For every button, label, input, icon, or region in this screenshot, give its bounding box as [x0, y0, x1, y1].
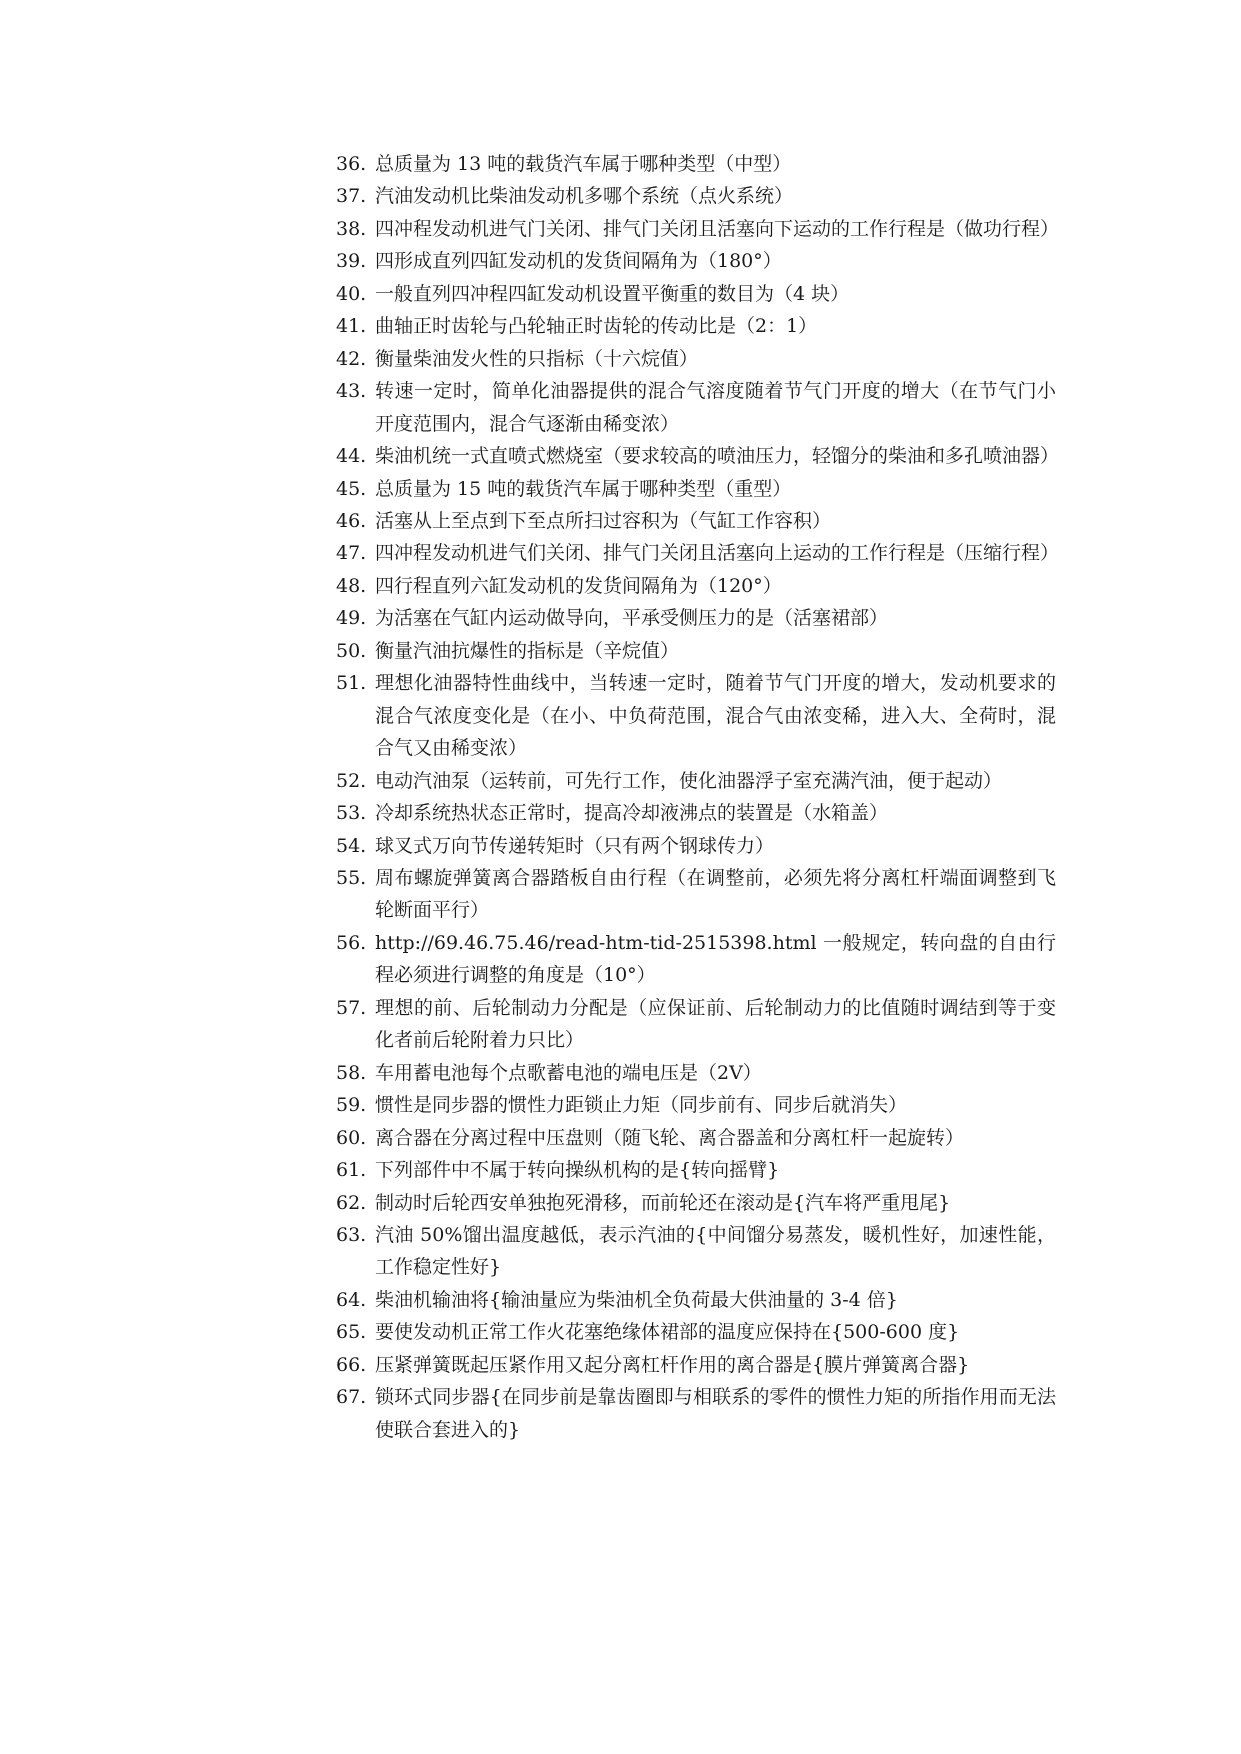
list-item — [336, 1089, 1056, 1121]
item-number: 67. — [336, 1386, 367, 1409]
item-text: 车用蓄电池每个点歌蓄电池的端电压是（2V） — [375, 1061, 762, 1084]
item-text: 总质量为 15 吨的载货汽车属于哪种类型（重型） — [375, 477, 792, 500]
list-item — [336, 537, 1060, 569]
item-number: 46. — [336, 509, 367, 532]
list-item — [336, 862, 1056, 927]
item-number: 36. — [336, 153, 367, 175]
list-item — [336, 245, 1056, 277]
item-text: 理想的前、后轮制动力分配是（应保证前、后轮制动力的比值随时调结到等于变化者前后轮附着力只比） — [375, 996, 1056, 1052]
item-text: 四冲程发动机进气门关闭、排气门关闭且活塞向下运动的工作行程是（做功行程） — [375, 217, 1060, 240]
item-number: 65. — [336, 1321, 367, 1344]
item-number: 63. — [336, 1223, 367, 1246]
list-item — [336, 148, 1056, 180]
list-item — [336, 667, 1056, 764]
item-text: 下列部件中不属于转向操纵机构的是{转向摇臂} — [375, 1159, 780, 1182]
item-number: 64. — [336, 1288, 367, 1311]
item-number: 61. — [336, 1159, 367, 1182]
item-number: 53. — [336, 802, 367, 825]
item-text: 总质量为 13 吨的载货汽车属于哪种类型（中型） — [375, 153, 792, 175]
item-number: 57. — [336, 996, 367, 1019]
item-text: 汽油 50%馏出温度越低，表示汽油的{中间馏分易蒸发，暖机性好，加速性能，工作稳定性好} — [375, 1223, 1056, 1279]
item-number: 40. — [336, 282, 367, 305]
list-item — [336, 473, 1056, 505]
list-item — [336, 830, 1056, 862]
item-text: 电动汽油泵（运转前，可先行工作，使化油器浮子室充满汽油，便于起动） — [375, 769, 1003, 792]
item-text: 离合器在分离过程中压盘则（随飞轮、离合器盖和分离杠杆一起旋转） — [375, 1126, 965, 1149]
item-text: 四冲程发动机进气们关闭、排气门关闭且活塞向上运动的工作行程是（压缩行程） — [375, 542, 1060, 565]
item-text: 四行程直列六缸发动机的发货间隔角为（120°） — [375, 574, 782, 597]
item-number: 48. — [336, 574, 367, 597]
list-item — [336, 797, 1056, 829]
item-text: 衡量汽油抗爆性的指标是（辛烷值） — [375, 639, 680, 662]
item-text: 转速一定时，简单化油器提供的混合气溶度随着节气门开度的增大（在节气门小开度范围内，混合气逐渐由稀变浓） — [375, 380, 1056, 435]
list-item — [336, 1284, 1056, 1316]
item-number: 43. — [336, 380, 367, 403]
item-text: http://69.46.75.46/read-htm-tid-2515398.html 一般规定，转向盘的自由行程必须进行调整的角度是（10°） — [375, 931, 1056, 987]
item-number: 55. — [336, 866, 367, 889]
list-item — [336, 343, 1056, 375]
item-number: 50. — [336, 639, 367, 662]
item-text: 为活塞在气缸内运动做导向，平承受侧压力的是（活塞裙部） — [375, 607, 889, 630]
item-text: 周布螺旋弹簧离合器踏板自由行程（在调整前，必须先将分离杠杆端面调整到飞轮断面平行） — [375, 866, 1056, 922]
list-item — [336, 1057, 1056, 1089]
item-number: 38. — [336, 217, 367, 240]
item-text: 冷却系统热状态正常时，提高冷却液沸点的装置是（水箱盖） — [375, 802, 889, 825]
item-text: 压紧弹簧既起压紧作用又起分离杠杆作用的离合器是{膜片弹簧离合器} — [375, 1353, 970, 1376]
item-number: 37. — [336, 185, 367, 208]
list-item — [336, 765, 1056, 797]
item-text: 锁环式同步器{在同步前是靠齿圈即与相联系的零件的惯性力矩的所指作用而无法使联合套进入的} — [375, 1386, 1056, 1441]
item-number: 44. — [336, 445, 367, 468]
item-text: 柴油机输油将{输油量应为柴油机全负荷最大供油量的 3-4 倍} — [375, 1288, 898, 1311]
item-number: 66. — [336, 1353, 367, 1376]
item-number: 59. — [336, 1094, 367, 1117]
list-item — [336, 505, 1056, 537]
list-item — [336, 1187, 1056, 1219]
item-text: 四形成直列四缸发动机的发货间隔角为（180°） — [375, 250, 782, 273]
list-item — [336, 375, 1056, 440]
item-number: 42. — [336, 347, 367, 370]
list-item — [336, 1122, 1056, 1154]
item-text: 柴油机统一式直喷式燃烧室（要求较高的喷油压力，轻馏分的柴油和多孔喷油器） — [375, 445, 1060, 468]
item-number: 39. — [336, 250, 367, 273]
item-text: 活塞从上至点到下至点所扫过容积为（气缸工作容积） — [375, 509, 832, 532]
question-list — [336, 148, 1060, 1446]
list-item — [336, 440, 1060, 472]
list-item — [336, 1349, 1056, 1381]
item-number: 47. — [336, 542, 367, 565]
list-item — [336, 635, 1056, 667]
list-item — [336, 1316, 1056, 1348]
item-number: 51. — [336, 672, 367, 695]
item-text: 衡量柴油发火性的只指标（十六烷值） — [375, 347, 699, 370]
list-item — [336, 1154, 1056, 1186]
list-item — [336, 992, 1056, 1057]
list-item — [336, 1381, 1056, 1446]
item-number: 52. — [336, 769, 367, 792]
item-number: 49. — [336, 607, 367, 630]
item-number: 60. — [336, 1126, 367, 1149]
item-text: 理想化油器特性曲线中，当转速一定时，随着节气门开度的增大，发动机要求的混合气浓度变化是（在小、中负荷范围，混合气由浓变稀，进入大、全荷时，混合气又由稀变浓） — [375, 672, 1056, 760]
item-number: 54. — [336, 834, 367, 857]
list-item — [336, 310, 1056, 342]
list-item — [336, 570, 1056, 602]
list-item — [336, 180, 1056, 212]
list-item — [336, 1219, 1056, 1284]
item-number: 62. — [336, 1191, 367, 1214]
item-text: 惯性是同步器的惯性力距锁止力矩（同步前有、同步后就消失） — [375, 1094, 908, 1117]
item-text: 球叉式万向节传递转矩时（只有两个钢球传力） — [375, 834, 775, 857]
item-number: 56. — [336, 931, 367, 954]
item-text: 汽油发动机比柴油发动机多哪个系统（点火系统） — [375, 185, 794, 208]
item-text: 曲轴正时齿轮与凸轮轴正时齿轮的传动比是（2：1） — [375, 315, 818, 338]
list-item — [336, 278, 1056, 310]
list-item — [336, 602, 1056, 634]
item-text: 一般直列四冲程四缸发动机设置平衡重的数目为（4 块） — [375, 282, 850, 305]
list-item — [336, 927, 1056, 992]
list-item — [336, 213, 1060, 245]
item-number: 58. — [336, 1061, 367, 1084]
item-text: 制动时后轮西安单独抱死滑移，而前轮还在滚动是{汽车将严重甩尾} — [375, 1191, 951, 1214]
item-number: 45. — [336, 477, 367, 500]
item-text: 要使发动机正常工作火花塞绝缘体裙部的温度应保持在{500-600 度} — [375, 1321, 960, 1344]
item-number: 41. — [336, 315, 367, 338]
